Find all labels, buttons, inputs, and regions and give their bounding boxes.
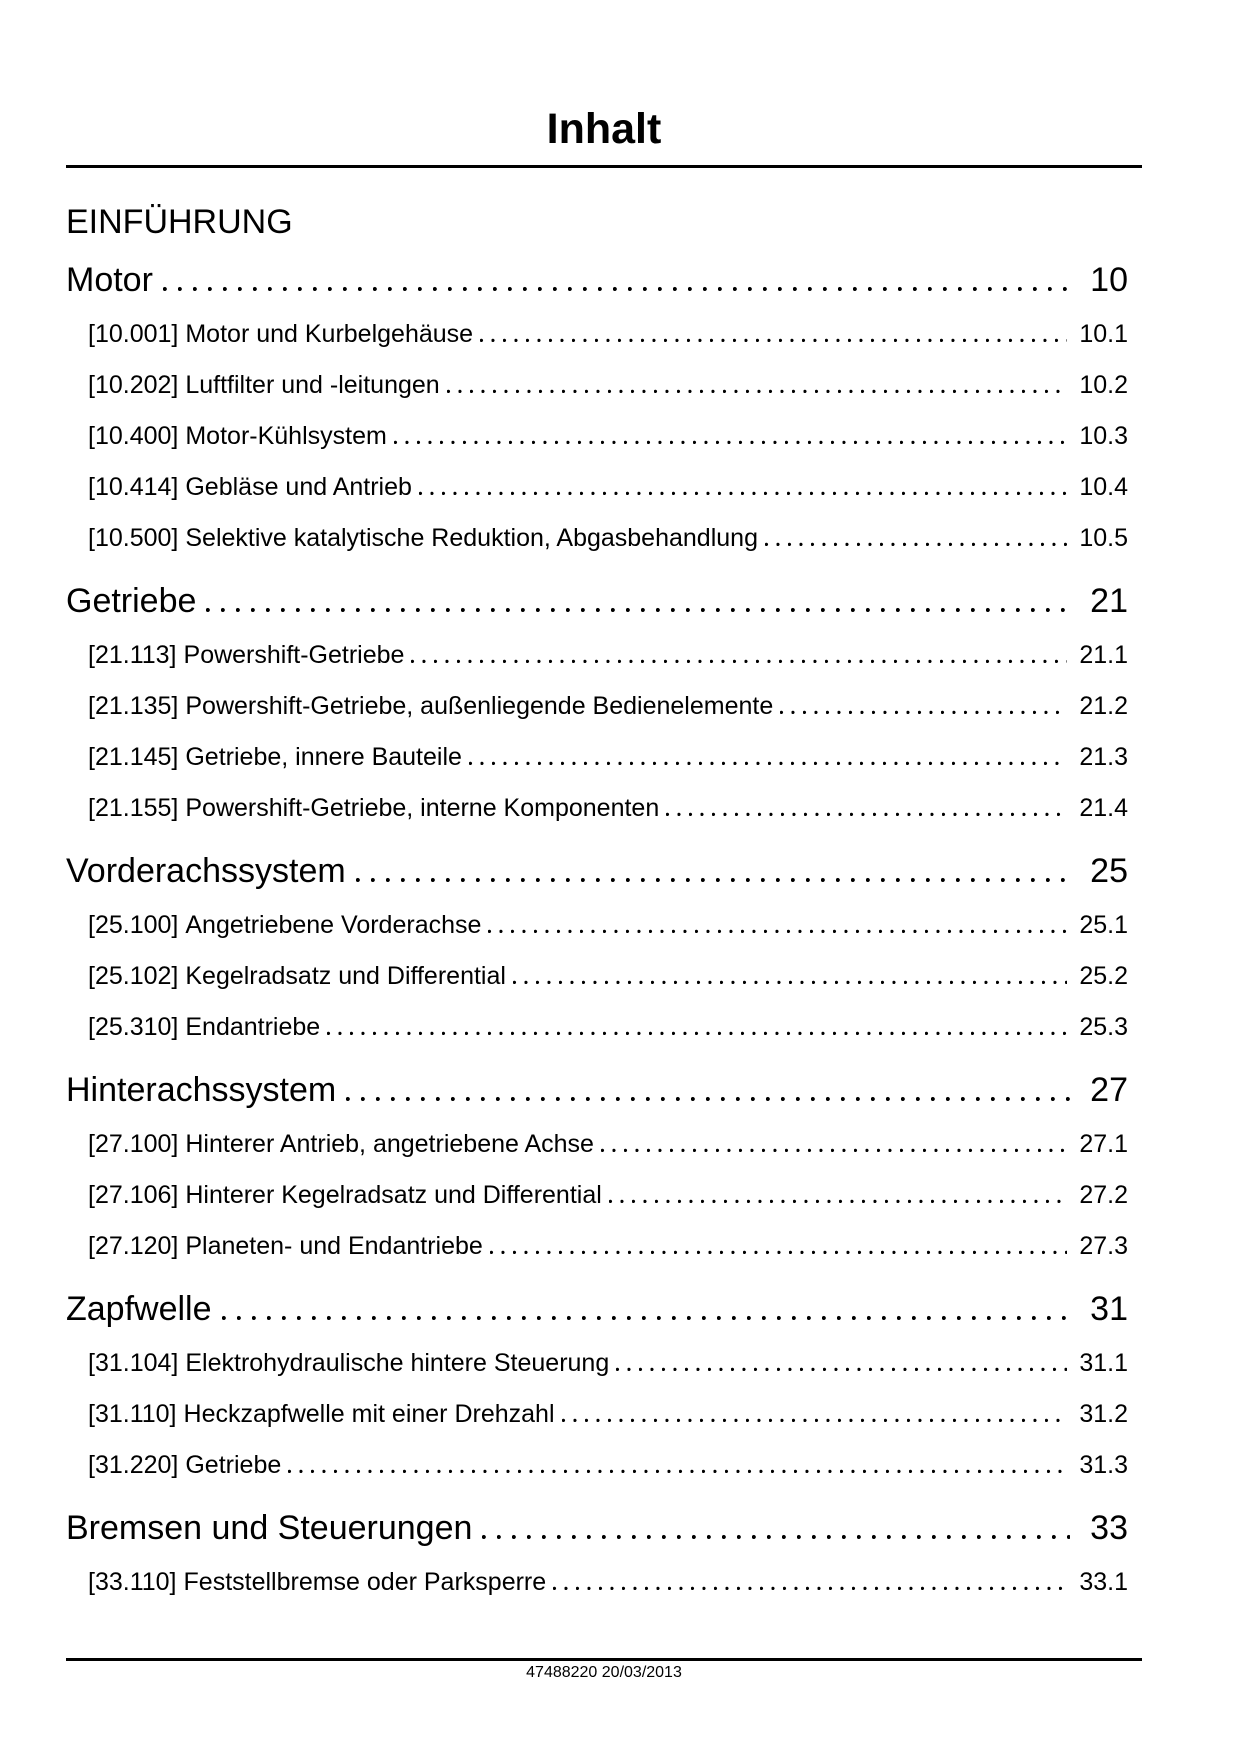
toc-entry-page: 21.2 [1079, 692, 1128, 720]
toc-entry-code: [10.001] [88, 320, 179, 348]
toc-entry-code: [21.155] [88, 794, 179, 822]
toc-entry-code: [21.145] [88, 743, 179, 771]
toc-entry-row [66, 318, 1128, 350]
toc-section-page: 25 [1090, 852, 1128, 890]
toc-entry-title: Hinterer Antrieb, angetriebene Achse [185, 1130, 594, 1158]
dot-leader [666, 812, 1067, 816]
toc-entry-row [66, 369, 1128, 401]
toc-entry-page: 33.1 [1079, 1568, 1128, 1596]
toc-entry-row [66, 639, 1128, 671]
toc-entry-page: 10.3 [1079, 422, 1128, 450]
toc-entry-title: Feststellbremse oder Parksperre [183, 1568, 547, 1596]
toc-entry-label [88, 1449, 281, 1481]
toc-section-row [66, 1281, 1128, 1329]
toc-entry-label [88, 1347, 609, 1379]
dot-leader [780, 710, 1067, 714]
toc-entry-label [88, 1128, 594, 1160]
toc-entry-page: 21.1 [1079, 641, 1128, 669]
dot-leader [394, 440, 1068, 444]
toc-entry-code: [33.110] [88, 1568, 177, 1596]
toc-entry-title: Planeten- und Endantriebe [185, 1232, 483, 1260]
toc-entry-title: Selektive katalytische Reduktion, Abgasbehandlung [185, 524, 758, 552]
dot-leader [480, 338, 1067, 342]
toc-entry-page: 10.5 [1079, 524, 1128, 552]
page-footer [66, 1658, 1142, 1683]
toc-entry-row [66, 741, 1128, 773]
toc-entry-title: Powershift-Getriebe, außenliegende Bedienelemente [185, 692, 774, 720]
toc-entry-title: Powershift-Getriebe [183, 641, 405, 669]
toc-entry-title: Powershift-Getriebe, interne Komponenten [185, 794, 660, 822]
toc-entry-label [88, 1179, 602, 1211]
toc-section-row [66, 573, 1128, 621]
toc-entry-code: [10.414] [88, 473, 179, 501]
toc-entry-code: [21.113] [88, 641, 177, 669]
toc-entry-title: Motor-Kühlsystem [185, 422, 387, 450]
toc-entry-row [66, 1128, 1128, 1160]
toc-entry-code: [10.400] [88, 422, 179, 450]
footer-text: 47488220 20/03/2013 [526, 1664, 682, 1681]
dot-leader [419, 491, 1067, 495]
toc-entry-label [88, 909, 481, 941]
toc-entry-label [88, 639, 404, 671]
toc-entry-row [66, 1347, 1128, 1379]
toc-section-row [66, 1500, 1128, 1548]
toc-entry-code: [31.104] [88, 1349, 179, 1377]
dot-leader [482, 1534, 1070, 1539]
toc-section-title: Vorderachssystem [66, 852, 346, 890]
toc-section-title: Getriebe [66, 582, 197, 620]
toc-entry-label [88, 522, 758, 554]
dot-leader [765, 542, 1067, 546]
dot-leader [490, 1250, 1068, 1254]
toc-entry-title: Angetriebene Vorderachse [185, 911, 482, 939]
toc-section-page: 31 [1090, 1290, 1128, 1328]
toc-entry-title: Luftfilter und -leitungen [185, 371, 440, 399]
toc-entry-row [66, 471, 1128, 503]
toc-entry-title: Gebläse und Antrieb [185, 473, 412, 501]
toc-entry-row [66, 690, 1128, 722]
toc-entry-label [88, 318, 473, 350]
toc-entry-title: Endantriebe [185, 1013, 321, 1041]
toc-entry-label [88, 1011, 320, 1043]
toc-entry-row [66, 909, 1128, 941]
toc-entry-row [66, 960, 1128, 992]
toc-entry-code: [27.106] [88, 1181, 179, 1209]
toc-section-page: 33 [1090, 1509, 1128, 1547]
toc-entry-label [88, 471, 412, 503]
toc-entry-label [88, 1230, 483, 1262]
intro-heading: EINFÜHRUNG [66, 203, 293, 241]
toc-entry-page: 25.1 [1079, 911, 1128, 939]
toc-entry-title: Kegelradsatz und Differential [185, 962, 506, 990]
dot-leader [346, 1096, 1070, 1101]
toc-entry-code: [25.102] [88, 962, 179, 990]
dot-leader [288, 1469, 1067, 1473]
toc-list [66, 252, 1142, 1598]
toc-entry-code: [27.120] [88, 1232, 179, 1260]
dot-leader [163, 286, 1070, 291]
toc-entry-row [66, 1230, 1128, 1262]
toc-entry-page: 31.2 [1079, 1400, 1128, 1428]
title-rule [66, 165, 1142, 168]
toc-entry-row [66, 1566, 1128, 1598]
dot-leader [488, 929, 1067, 933]
toc-entry-label [88, 420, 387, 452]
dot-leader [562, 1418, 1068, 1422]
toc-entry-page: 31.1 [1079, 1349, 1128, 1377]
dot-leader [411, 659, 1067, 663]
toc-entry-label [88, 1398, 555, 1430]
toc-entry-row [66, 1179, 1128, 1211]
dot-leader [601, 1148, 1067, 1152]
toc-entry-label [88, 741, 462, 773]
toc-entry-code: [31.220] [88, 1451, 179, 1479]
toc-entry-page: 27.3 [1079, 1232, 1128, 1260]
toc-entry-page: 27.2 [1079, 1181, 1128, 1209]
page-title: Inhalt [546, 105, 662, 153]
dot-leader [609, 1199, 1068, 1203]
toc-entry-title: Motor und Kurbelgehäuse [185, 320, 474, 348]
toc-entry-label [88, 960, 506, 992]
toc-entry-page: 27.1 [1079, 1130, 1128, 1158]
toc-entry-title: Hinterer Kegelradsatz und Differential [185, 1181, 602, 1209]
toc-entry-page: 21.3 [1079, 743, 1128, 771]
toc-entry-label [88, 792, 659, 824]
dot-leader [447, 389, 1068, 393]
toc-entry-page: 21.4 [1079, 794, 1128, 822]
toc-entry-label [88, 369, 440, 401]
toc-entry-page: 10.4 [1079, 473, 1128, 501]
toc-entry-code: [10.500] [88, 524, 179, 552]
toc-section-title: Hinterachssystem [66, 1071, 337, 1109]
dot-leader [513, 980, 1067, 984]
toc-entry-title: Elektrohydraulische hintere Steuerung [185, 1349, 610, 1377]
dot-leader [356, 877, 1071, 882]
toc-section-title: Bremsen und Steuerungen [66, 1509, 473, 1547]
toc-entry-code: [27.100] [88, 1130, 179, 1158]
toc-entry-row [66, 792, 1128, 824]
toc-section-row [66, 1062, 1128, 1110]
toc-entry-label [88, 690, 773, 722]
toc-content [66, 0, 1142, 1617]
toc-entry-page: 10.1 [1079, 320, 1128, 348]
dot-leader [327, 1031, 1067, 1035]
toc-entry-title: Getriebe, innere Bauteile [185, 743, 462, 771]
toc-entry-title: Heckzapfwelle mit einer Drehzahl [183, 1400, 555, 1428]
toc-section-title: Motor [66, 261, 153, 299]
toc-entry-code: [21.135] [88, 692, 179, 720]
toc-entry-page: 25.2 [1079, 962, 1128, 990]
toc-entry-row [66, 420, 1128, 452]
toc-entry-code: [10.202] [88, 371, 179, 399]
toc-entry-page: 31.3 [1079, 1451, 1128, 1479]
toc-entry-row [66, 1398, 1128, 1430]
toc-entry-row [66, 522, 1128, 554]
dot-leader [222, 1315, 1071, 1320]
toc-entry-code: [25.100] [88, 911, 179, 939]
toc-entry-row [66, 1449, 1128, 1481]
toc-entry-code: [25.310] [88, 1013, 179, 1041]
toc-entry-label [88, 1566, 546, 1598]
toc-entry-title: Getriebe [185, 1451, 282, 1479]
dot-leader [206, 607, 1070, 612]
toc-section-page: 21 [1090, 582, 1128, 620]
toc-section-title: Zapfwelle [66, 1290, 212, 1328]
toc-section-page: 10 [1090, 261, 1128, 299]
toc-entry-page: 25.3 [1079, 1013, 1128, 1041]
dot-leader [469, 761, 1067, 765]
toc-section-row [66, 843, 1128, 891]
toc-entry-page: 10.2 [1079, 371, 1128, 399]
dot-leader [553, 1586, 1067, 1590]
toc-entry-code: [31.110] [88, 1400, 177, 1428]
toc-section-page: 27 [1090, 1071, 1128, 1109]
toc-section-row [66, 252, 1128, 300]
dot-leader [616, 1367, 1067, 1371]
toc-entry-row [66, 1011, 1128, 1043]
